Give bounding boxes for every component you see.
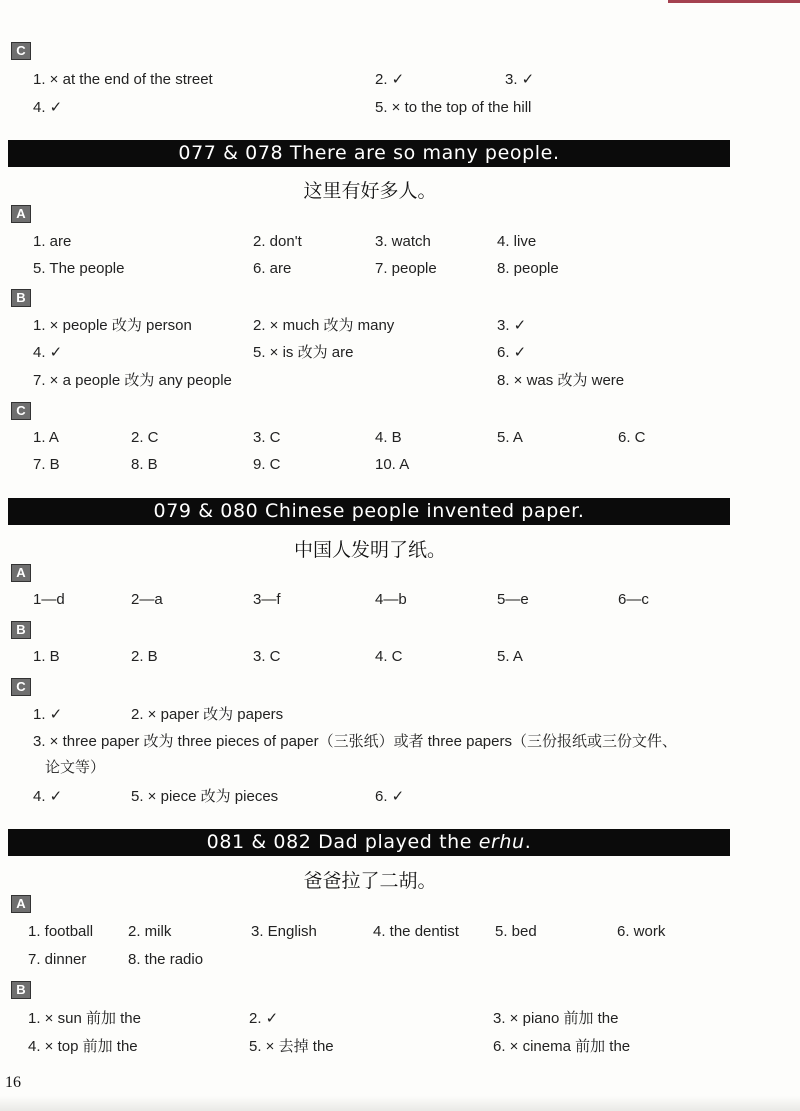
answer-item: 5. × to the top of the hill	[375, 99, 532, 116]
answer-item: 2. × paper 改为 papers	[131, 706, 284, 723]
section-title-italic: erhu	[478, 831, 525, 853]
answer-item: 5. A	[497, 429, 523, 446]
answer-item: 2. B	[131, 648, 158, 665]
answer-item: 1. A	[33, 429, 59, 446]
answer-item: 8. people	[497, 260, 559, 277]
section-chinese-title: 中国人发明了纸。	[293, 539, 446, 561]
answer-item: 1. × people 改为 person	[33, 317, 192, 334]
answer-item: 3. ✓	[497, 317, 527, 334]
answer-item: 2. don't	[253, 233, 302, 250]
answer-item: 7. B	[33, 456, 60, 473]
answer-item: 1. are	[33, 233, 72, 250]
answer-item: 6. ✓	[375, 788, 405, 805]
answer-item: 1. ✓	[33, 706, 63, 723]
section-title-bar	[8, 140, 730, 167]
section-title-end: .	[524, 831, 532, 853]
answer-item: 8. the radio	[128, 951, 204, 968]
page-number: 16	[5, 1074, 21, 1091]
answer-item: 8. B	[131, 456, 158, 473]
answer-item: 6. C	[618, 429, 646, 446]
page-bottom-edge	[0, 1096, 800, 1111]
answer-item: 5. × is 改为 are	[253, 344, 354, 361]
answer-item: 6. work	[617, 923, 666, 940]
answer-item: 6—c	[618, 591, 649, 608]
answer-item: 5. bed	[495, 923, 537, 940]
answer-item: 1. football	[28, 923, 94, 940]
answer-item: 5—e	[497, 591, 529, 608]
answer-item: 3. watch	[375, 233, 431, 250]
section-title: 077 & 078 There are so many people.	[178, 142, 560, 164]
answer-item: 6. × cinema 前加 the	[493, 1038, 631, 1055]
answer-item: 3. English	[251, 923, 317, 940]
exercise-label-badge: B	[11, 621, 31, 639]
answer-item: 1—d	[33, 591, 65, 608]
exercise-label-badge: A	[11, 564, 31, 582]
answer-item: 2. ✓	[375, 71, 405, 88]
answer-item: 4. ✓	[33, 344, 63, 361]
answer-item: 3. × three paper 改为 three pieces of paper（三张纸）或者 three papers（三份报纸或三份文件、	[33, 733, 677, 750]
answer-item: 3. C	[253, 648, 281, 665]
answer-item: 4. ✓	[33, 99, 63, 116]
section-title-bar	[8, 829, 730, 856]
answer-item: 1. × sun 前加 the	[28, 1010, 141, 1027]
answer-item: 7. × a people 改为 any people	[33, 372, 232, 389]
answer-item: 3. ✓	[505, 71, 535, 88]
answer-item: 7. dinner	[28, 951, 87, 968]
answer-item: 8. × was 改为 were	[497, 372, 625, 389]
exercise-label-badge: B	[11, 289, 31, 307]
exercise-label-badge: A	[11, 895, 31, 913]
answer-item: 1. B	[33, 648, 60, 665]
answer-item: 2. C	[131, 429, 159, 446]
answer-item: 10. A	[375, 456, 410, 473]
exercise-label-badge: C	[11, 402, 31, 420]
answer-item: 5. The people	[33, 260, 125, 277]
section-title: 079 & 080 Chinese people invented paper.	[153, 500, 585, 522]
answer-item: 4. C	[375, 648, 403, 665]
section-chinese-title: 这里有好多人。	[303, 180, 437, 202]
answer-item: 4. live	[497, 233, 537, 250]
answer-item: 论文等）	[45, 759, 106, 776]
answer-item: 2. × much 改为 many	[253, 317, 395, 334]
answer-item: 4. B	[375, 429, 402, 446]
answer-item: 7. people	[375, 260, 437, 277]
answer-item: 6. are	[253, 260, 292, 277]
answer-item: 5. × piece 改为 pieces	[131, 788, 279, 805]
answer-item: 2. ✓	[249, 1010, 279, 1027]
answer-item: 9. C	[253, 456, 281, 473]
answer-item: 4. × top 前加 the	[28, 1038, 138, 1055]
answer-item: 3. C	[253, 429, 281, 446]
answer-item: 5. × 去掉 the	[249, 1038, 334, 1055]
answer-item: 5. A	[497, 648, 523, 665]
top-edge-mark	[668, 0, 800, 3]
answer-item: 6. ✓	[497, 344, 527, 361]
exercise-label-badge: A	[11, 205, 31, 223]
answer-item: 1. × at the end of the street	[33, 71, 213, 88]
section-title: 081 & 082 Dad played the	[206, 831, 479, 853]
answer-item: 3. × piano 前加 the	[493, 1010, 619, 1027]
section-title-bar	[8, 498, 730, 525]
exercise-label-badge: C	[11, 678, 31, 696]
answer-item: 4—b	[375, 591, 407, 608]
answer-item: 4. ✓	[33, 788, 63, 805]
answer-item: 2—a	[131, 591, 163, 608]
exercise-label-badge: B	[11, 981, 31, 999]
answer-item: 4. the dentist	[373, 923, 459, 940]
section-chinese-title: 爸爸拉了二胡。	[303, 870, 437, 892]
exercise-label-badge: C	[11, 42, 31, 60]
answer-item: 2. milk	[128, 923, 172, 940]
answer-item: 3—f	[253, 591, 281, 608]
